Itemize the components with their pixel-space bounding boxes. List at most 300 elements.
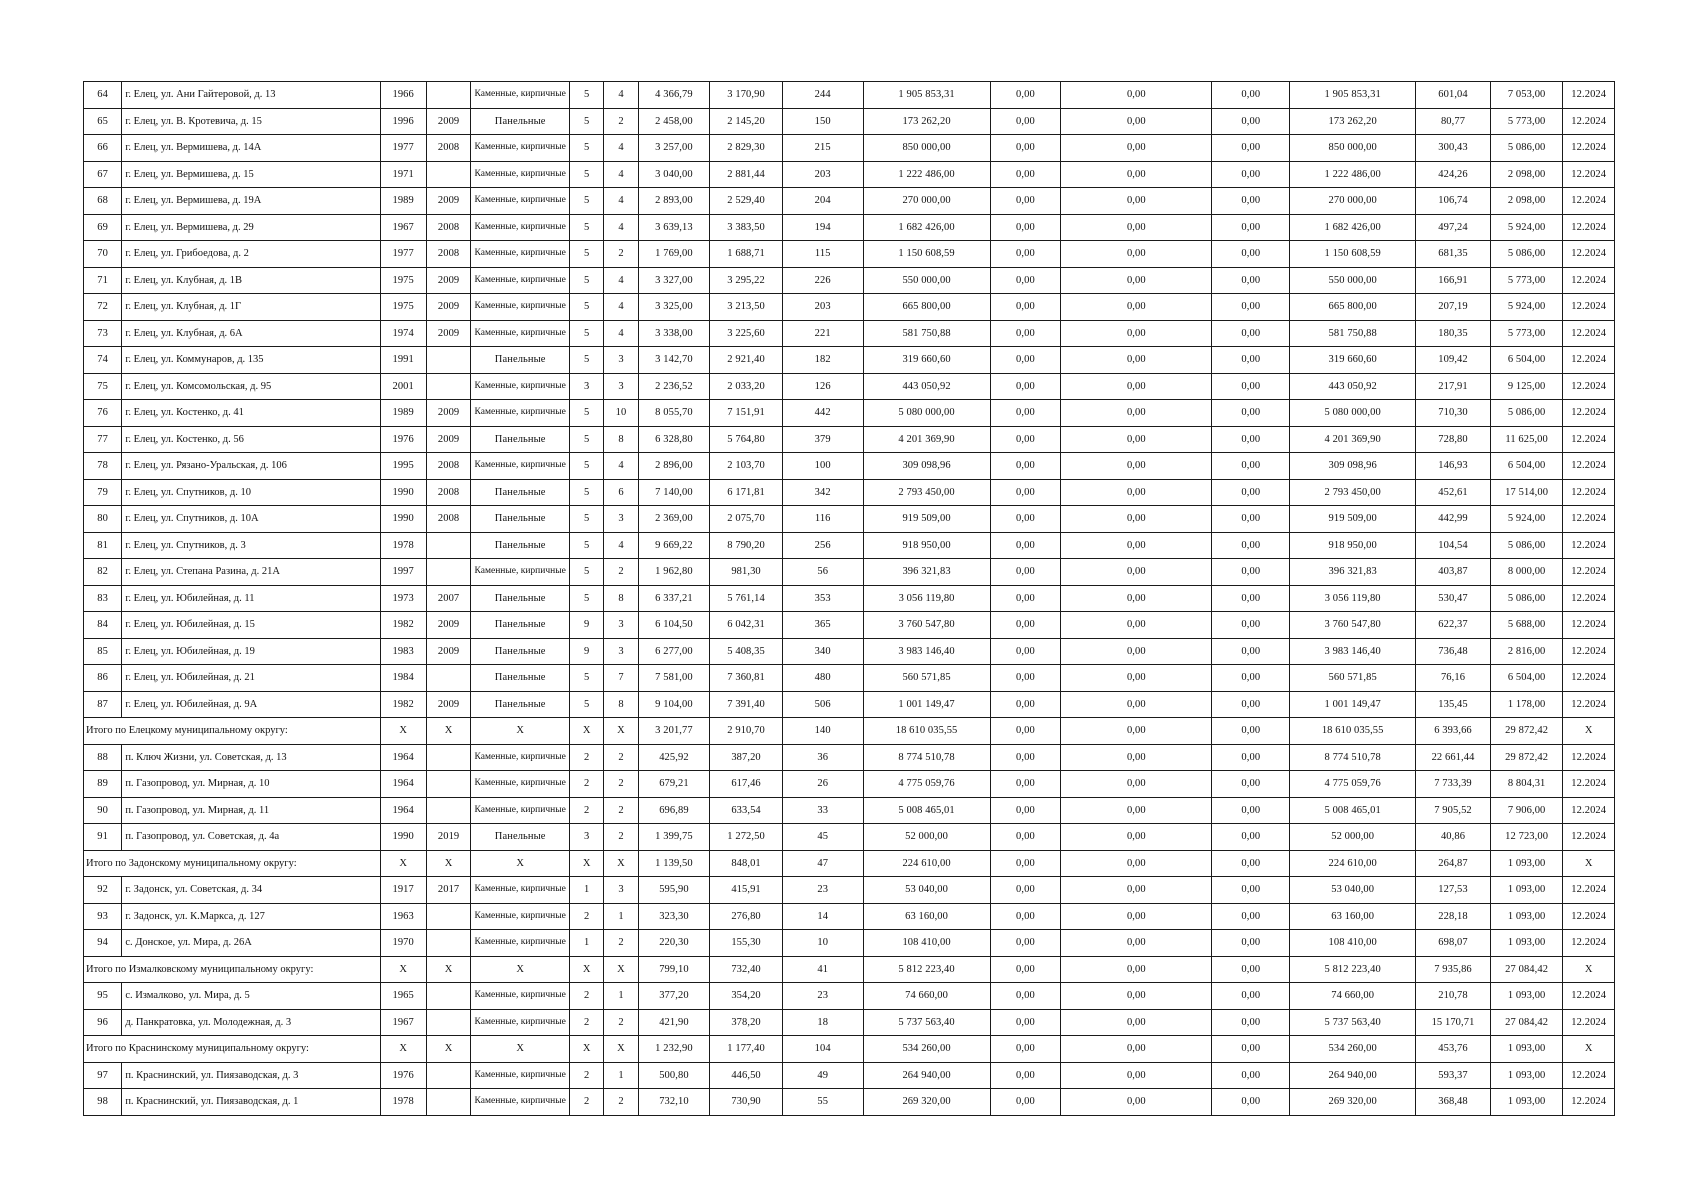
cell-entrances: 2 — [604, 1009, 638, 1036]
cell-max-unit-cost: 17 514,00 — [1490, 479, 1563, 506]
cell-total-area: 220,30 — [638, 930, 710, 957]
cell-residential-area: 6 042,31 — [710, 612, 783, 639]
cell-owner-funds: 270 000,00 — [1290, 188, 1416, 215]
cell-federal-funds: 0,00 — [990, 665, 1061, 692]
cell-residential-area: 276,80 — [710, 903, 783, 930]
cell-residents: 126 — [782, 373, 863, 400]
cell-federal-funds: 0,00 — [990, 983, 1061, 1010]
cell-floors: X — [570, 1036, 604, 1063]
cell-year-built: 1964 — [380, 797, 426, 824]
cell-regional-funds: 0,00 — [1061, 294, 1212, 321]
cell-floors: X — [570, 956, 604, 983]
cell-completion-date: 12.2024 — [1563, 241, 1615, 268]
table-row — [84, 797, 1615, 824]
cell-unit-cost: 681,35 — [1416, 241, 1491, 268]
cell-total-cost: 534 260,00 — [863, 1036, 990, 1063]
cell-total-cost: 560 571,85 — [863, 665, 990, 692]
cell-residents: 342 — [782, 479, 863, 506]
cell-residential-area: 378,20 — [710, 1009, 783, 1036]
cell-row-number: 78 — [84, 453, 122, 480]
cell-residential-area: 2 910,70 — [710, 718, 783, 745]
cell-total-area: 4 366,79 — [638, 82, 710, 109]
cell-federal-funds: 0,00 — [990, 691, 1061, 718]
cell-floors: 2 — [570, 1009, 604, 1036]
cell-year-built: 1976 — [380, 1062, 426, 1089]
table-row — [84, 638, 1615, 665]
cell-regional-funds: 0,00 — [1061, 744, 1212, 771]
cell-completion-date: 12.2024 — [1563, 1009, 1615, 1036]
cell-total-cost: 4 201 369,90 — [863, 426, 990, 453]
cell-completion-date: 12.2024 — [1563, 983, 1615, 1010]
cell-unit-cost: 135,45 — [1416, 691, 1491, 718]
cell-completion-date: X — [1563, 718, 1615, 745]
cell-residents: 49 — [782, 1062, 863, 1089]
cell-unit-cost: 424,26 — [1416, 161, 1491, 188]
cell-federal-funds: 0,00 — [990, 903, 1061, 930]
cell-residential-area: 3 295,22 — [710, 267, 783, 294]
cell-residents: 140 — [782, 718, 863, 745]
cell-unit-cost: 264,87 — [1416, 850, 1491, 877]
cell-floors: 5 — [570, 161, 604, 188]
cell-address: г. Елец, ул. Клубная, д. 1В — [122, 267, 380, 294]
cell-federal-funds: 0,00 — [990, 744, 1061, 771]
cell-max-unit-cost: 29 872,42 — [1490, 718, 1563, 745]
cell-max-unit-cost: 27 084,42 — [1490, 956, 1563, 983]
cell-year-renovated: 2008 — [426, 241, 470, 268]
cell-wall-material: Панельные — [471, 426, 570, 453]
cell-residents: 100 — [782, 453, 863, 480]
cell-total-cost: 63 160,00 — [863, 903, 990, 930]
cell-floors: 5 — [570, 188, 604, 215]
cell-max-unit-cost: 1 093,00 — [1490, 1062, 1563, 1089]
cell-federal-funds: 0,00 — [990, 294, 1061, 321]
cell-year-built: 1974 — [380, 320, 426, 347]
cell-municipal-funds: 0,00 — [1212, 559, 1290, 586]
cell-owner-funds: 269 320,00 — [1290, 1089, 1416, 1116]
cell-address: г. Елец, ул. Юбилейная, д. 11 — [122, 585, 380, 612]
cell-completion-date: 12.2024 — [1563, 82, 1615, 109]
cell-owner-funds: 665 800,00 — [1290, 294, 1416, 321]
cell-regional-funds: 0,00 — [1061, 188, 1212, 215]
cell-max-unit-cost: 1 093,00 — [1490, 1089, 1563, 1116]
cell-year-renovated — [426, 1089, 470, 1116]
cell-row-number: 65 — [84, 108, 122, 135]
table-row — [84, 426, 1615, 453]
cell-federal-funds: 0,00 — [990, 612, 1061, 639]
cell-floors: 2 — [570, 983, 604, 1010]
cell-owner-funds: 560 571,85 — [1290, 665, 1416, 692]
cell-total-area: 2 893,00 — [638, 188, 710, 215]
cell-row-number: 81 — [84, 532, 122, 559]
cell-max-unit-cost: 29 872,42 — [1490, 744, 1563, 771]
cell-completion-date: 12.2024 — [1563, 1089, 1615, 1116]
housing-repair-table — [83, 81, 1615, 1116]
cell-regional-funds: 0,00 — [1061, 1089, 1212, 1116]
cell-federal-funds: 0,00 — [990, 771, 1061, 798]
cell-entrances: 3 — [604, 506, 638, 533]
cell-total-cost: 173 262,20 — [863, 108, 990, 135]
cell-owner-funds: 3 760 547,80 — [1290, 612, 1416, 639]
cell-wall-material: Каменные, кирпичные — [471, 771, 570, 798]
cell-year-built: X — [380, 1036, 426, 1063]
cell-floors: 2 — [570, 797, 604, 824]
cell-total-area: 1 399,75 — [638, 824, 710, 851]
cell-municipal-funds: 0,00 — [1212, 744, 1290, 771]
cell-row-number: 93 — [84, 903, 122, 930]
table-row — [84, 347, 1615, 374]
cell-total-cost: 319 660,60 — [863, 347, 990, 374]
cell-municipal-funds: 0,00 — [1212, 638, 1290, 665]
cell-municipal-funds: 0,00 — [1212, 850, 1290, 877]
cell-year-built: 1989 — [380, 400, 426, 427]
cell-residents: 226 — [782, 267, 863, 294]
cell-row-number: 95 — [84, 983, 122, 1010]
cell-wall-material: Панельные — [471, 691, 570, 718]
cell-year-renovated: 2009 — [426, 320, 470, 347]
cell-unit-cost: 530,47 — [1416, 585, 1491, 612]
cell-floors: 5 — [570, 400, 604, 427]
cell-regional-funds: 0,00 — [1061, 373, 1212, 400]
cell-year-built: 1975 — [380, 294, 426, 321]
cell-residential-area: 3 225,60 — [710, 320, 783, 347]
cell-address: г. Елец, ул. Костенко, д. 41 — [122, 400, 380, 427]
cell-municipal-funds: 0,00 — [1212, 347, 1290, 374]
cell-completion-date: X — [1563, 850, 1615, 877]
cell-federal-funds: 0,00 — [990, 850, 1061, 877]
cell-residents: 442 — [782, 400, 863, 427]
cell-residents: 36 — [782, 744, 863, 771]
table-row — [84, 82, 1615, 109]
cell-regional-funds: 0,00 — [1061, 82, 1212, 109]
cell-total-area: 2 896,00 — [638, 453, 710, 480]
cell-wall-material: Панельные — [471, 638, 570, 665]
table-row — [84, 241, 1615, 268]
cell-entrances: 3 — [604, 347, 638, 374]
cell-entrances: 3 — [604, 638, 638, 665]
cell-address: г. Елец, ул. Ани Гайтеровой, д. 13 — [122, 82, 380, 109]
cell-entrances: 2 — [604, 797, 638, 824]
cell-residents: 221 — [782, 320, 863, 347]
cell-regional-funds: 0,00 — [1061, 665, 1212, 692]
cell-year-renovated: 2009 — [426, 638, 470, 665]
cell-year-built: 1990 — [380, 479, 426, 506]
cell-wall-material: Каменные, кирпичные — [471, 135, 570, 162]
cell-residents: 26 — [782, 771, 863, 798]
cell-floors: 5 — [570, 453, 604, 480]
cell-unit-cost: 453,76 — [1416, 1036, 1491, 1063]
cell-year-built: 1965 — [380, 983, 426, 1010]
cell-address: п. Газопровод, ул. Мирная, д. 11 — [122, 797, 380, 824]
cell-total-area: 7 581,00 — [638, 665, 710, 692]
cell-address: д. Панкратовка, ул. Молодежная, д. 3 — [122, 1009, 380, 1036]
cell-completion-date: 12.2024 — [1563, 744, 1615, 771]
table-row — [84, 294, 1615, 321]
cell-max-unit-cost: 5 086,00 — [1490, 400, 1563, 427]
cell-year-renovated: 2008 — [426, 453, 470, 480]
cell-regional-funds: 0,00 — [1061, 400, 1212, 427]
cell-regional-funds: 0,00 — [1061, 1009, 1212, 1036]
cell-year-renovated — [426, 373, 470, 400]
cell-year-built: 1990 — [380, 506, 426, 533]
cell-year-renovated: 2017 — [426, 877, 470, 904]
cell-regional-funds: 0,00 — [1061, 585, 1212, 612]
cell-year-renovated: 2009 — [426, 691, 470, 718]
cell-residents: 379 — [782, 426, 863, 453]
cell-floors: 2 — [570, 903, 604, 930]
cell-total-cost: 550 000,00 — [863, 267, 990, 294]
cell-residents: 10 — [782, 930, 863, 957]
cell-unit-cost: 403,87 — [1416, 559, 1491, 586]
cell-completion-date: 12.2024 — [1563, 665, 1615, 692]
cell-address: п. Газопровод, ул. Мирная, д. 10 — [122, 771, 380, 798]
cell-total-cost: 108 410,00 — [863, 930, 990, 957]
cell-entrances: 2 — [604, 771, 638, 798]
cell-regional-funds: 0,00 — [1061, 771, 1212, 798]
cell-year-built: 1983 — [380, 638, 426, 665]
cell-unit-cost: 76,16 — [1416, 665, 1491, 692]
cell-unit-cost: 6 393,66 — [1416, 718, 1491, 745]
cell-residential-area: 617,46 — [710, 771, 783, 798]
cell-max-unit-cost: 2 098,00 — [1490, 188, 1563, 215]
cell-total-cost: 224 610,00 — [863, 850, 990, 877]
cell-owner-funds: 53 040,00 — [1290, 877, 1416, 904]
cell-address: г. Елец, ул. Спутников, д. 10 — [122, 479, 380, 506]
cell-total-area: 7 140,00 — [638, 479, 710, 506]
subtotal-row — [84, 1036, 1615, 1063]
cell-entrances: 4 — [604, 82, 638, 109]
cell-total-cost: 5 737 563,40 — [863, 1009, 990, 1036]
cell-year-renovated — [426, 930, 470, 957]
cell-residents: 14 — [782, 903, 863, 930]
table-row — [84, 214, 1615, 241]
cell-row-number: 79 — [84, 479, 122, 506]
cell-row-number: 77 — [84, 426, 122, 453]
cell-federal-funds: 0,00 — [990, 267, 1061, 294]
cell-municipal-funds: 0,00 — [1212, 241, 1290, 268]
cell-regional-funds: 0,00 — [1061, 903, 1212, 930]
cell-year-renovated — [426, 744, 470, 771]
cell-completion-date: 12.2024 — [1563, 108, 1615, 135]
cell-owner-funds: 5 737 563,40 — [1290, 1009, 1416, 1036]
table-body — [84, 82, 1615, 1116]
cell-residents: 45 — [782, 824, 863, 851]
table-row — [84, 612, 1615, 639]
cell-max-unit-cost: 8 804,31 — [1490, 771, 1563, 798]
cell-row-number: 85 — [84, 638, 122, 665]
cell-floors: X — [570, 718, 604, 745]
cell-total-area: 3 142,70 — [638, 347, 710, 374]
cell-total-cost: 1 905 853,31 — [863, 82, 990, 109]
cell-regional-funds: 0,00 — [1061, 638, 1212, 665]
cell-year-built: 1996 — [380, 108, 426, 135]
cell-regional-funds: 0,00 — [1061, 1036, 1212, 1063]
cell-federal-funds: 0,00 — [990, 373, 1061, 400]
cell-owner-funds: 4 201 369,90 — [1290, 426, 1416, 453]
cell-entrances: 4 — [604, 214, 638, 241]
cell-municipal-funds: 0,00 — [1212, 532, 1290, 559]
cell-total-cost: 443 050,92 — [863, 373, 990, 400]
cell-floors: 1 — [570, 877, 604, 904]
cell-address: г. Елец, ул. Клубная, д. 6А — [122, 320, 380, 347]
cell-federal-funds: 0,00 — [990, 532, 1061, 559]
cell-row-number: 96 — [84, 1009, 122, 1036]
cell-residential-area: 387,20 — [710, 744, 783, 771]
table-row — [84, 559, 1615, 586]
cell-address: г. Елец, ул. В. Кротевича, д. 15 — [122, 108, 380, 135]
cell-residents: 116 — [782, 506, 863, 533]
cell-max-unit-cost: 5 086,00 — [1490, 241, 1563, 268]
cell-floors: 5 — [570, 82, 604, 109]
cell-max-unit-cost: 5 924,00 — [1490, 294, 1563, 321]
cell-entrances: 3 — [604, 877, 638, 904]
cell-regional-funds: 0,00 — [1061, 797, 1212, 824]
cell-residential-area: 2 075,70 — [710, 506, 783, 533]
cell-completion-date: 12.2024 — [1563, 532, 1615, 559]
cell-unit-cost: 601,04 — [1416, 82, 1491, 109]
cell-entrances: 3 — [604, 373, 638, 400]
cell-owner-funds: 443 050,92 — [1290, 373, 1416, 400]
cell-federal-funds: 0,00 — [990, 347, 1061, 374]
cell-row-number: 67 — [84, 161, 122, 188]
cell-entrances: 6 — [604, 479, 638, 506]
cell-residents: 365 — [782, 612, 863, 639]
cell-entrances: 4 — [604, 267, 638, 294]
cell-residential-area: 3 383,50 — [710, 214, 783, 241]
cell-residents: 23 — [782, 877, 863, 904]
cell-address: п. Краснинский, ул. Пиязаводская, д. 3 — [122, 1062, 380, 1089]
cell-regional-funds: 0,00 — [1061, 877, 1212, 904]
cell-federal-funds: 0,00 — [990, 108, 1061, 135]
cell-year-built: X — [380, 956, 426, 983]
cell-residents: 115 — [782, 241, 863, 268]
cell-residents: 353 — [782, 585, 863, 612]
cell-federal-funds: 0,00 — [990, 161, 1061, 188]
cell-max-unit-cost: 5 086,00 — [1490, 532, 1563, 559]
cell-unit-cost: 80,77 — [1416, 108, 1491, 135]
cell-total-area: 377,20 — [638, 983, 710, 1010]
cell-floors: 2 — [570, 744, 604, 771]
cell-address: п. Ключ Жизни, ул. Советская, д. 13 — [122, 744, 380, 771]
cell-row-number: 76 — [84, 400, 122, 427]
cell-federal-funds: 0,00 — [990, 1036, 1061, 1063]
cell-total-area: 3 639,13 — [638, 214, 710, 241]
cell-max-unit-cost: 5 086,00 — [1490, 585, 1563, 612]
cell-total-area: 3 257,00 — [638, 135, 710, 162]
cell-regional-funds: 0,00 — [1061, 559, 1212, 586]
cell-wall-material: Каменные, кирпичные — [471, 320, 570, 347]
cell-total-area: 6 328,80 — [638, 426, 710, 453]
cell-municipal-funds: 0,00 — [1212, 188, 1290, 215]
cell-residents: 204 — [782, 188, 863, 215]
cell-federal-funds: 0,00 — [990, 241, 1061, 268]
cell-entrances: 4 — [604, 294, 638, 321]
cell-federal-funds: 0,00 — [990, 1062, 1061, 1089]
cell-entrances: X — [604, 850, 638, 877]
cell-year-renovated: X — [426, 956, 470, 983]
cell-federal-funds: 0,00 — [990, 400, 1061, 427]
cell-total-area: 3 338,00 — [638, 320, 710, 347]
cell-year-built: X — [380, 718, 426, 745]
cell-total-cost: 1 222 486,00 — [863, 161, 990, 188]
cell-completion-date: X — [1563, 956, 1615, 983]
cell-owner-funds: 5 812 223,40 — [1290, 956, 1416, 983]
cell-completion-date: 12.2024 — [1563, 930, 1615, 957]
cell-total-area: 732,10 — [638, 1089, 710, 1116]
cell-total-area: 679,21 — [638, 771, 710, 798]
cell-municipal-funds: 0,00 — [1212, 612, 1290, 639]
cell-municipal-funds: 0,00 — [1212, 585, 1290, 612]
cell-completion-date: 12.2024 — [1563, 903, 1615, 930]
cell-municipal-funds: 0,00 — [1212, 161, 1290, 188]
cell-address: г. Елец, ул. Комсомольская, д. 95 — [122, 373, 380, 400]
cell-residential-area: 6 171,81 — [710, 479, 783, 506]
cell-max-unit-cost: 1 093,00 — [1490, 930, 1563, 957]
cell-max-unit-cost: 5 086,00 — [1490, 135, 1563, 162]
cell-floors: 5 — [570, 267, 604, 294]
cell-total-cost: 53 040,00 — [863, 877, 990, 904]
cell-total-cost: 919 509,00 — [863, 506, 990, 533]
cell-total-cost: 850 000,00 — [863, 135, 990, 162]
cell-total-area: 1 232,90 — [638, 1036, 710, 1063]
cell-total-cost: 270 000,00 — [863, 188, 990, 215]
cell-year-renovated — [426, 532, 470, 559]
cell-wall-material: Панельные — [471, 824, 570, 851]
cell-wall-material: Каменные, кирпичные — [471, 877, 570, 904]
cell-row-number: 80 — [84, 506, 122, 533]
cell-address: г. Елец, ул. Спутников, д. 3 — [122, 532, 380, 559]
cell-municipal-funds: 0,00 — [1212, 135, 1290, 162]
cell-municipal-funds: 0,00 — [1212, 771, 1290, 798]
cell-unit-cost: 22 661,44 — [1416, 744, 1491, 771]
cell-address: г. Елец, ул. Вермишева, д. 14А — [122, 135, 380, 162]
cell-entrances: 2 — [604, 824, 638, 851]
cell-federal-funds: 0,00 — [990, 82, 1061, 109]
cell-year-built: X — [380, 850, 426, 877]
cell-total-area: 6 337,21 — [638, 585, 710, 612]
cell-row-number: 97 — [84, 1062, 122, 1089]
cell-year-built: 1966 — [380, 82, 426, 109]
cell-municipal-funds: 0,00 — [1212, 108, 1290, 135]
cell-max-unit-cost: 12 723,00 — [1490, 824, 1563, 851]
cell-federal-funds: 0,00 — [990, 320, 1061, 347]
cell-unit-cost: 166,91 — [1416, 267, 1491, 294]
cell-municipal-funds: 0,00 — [1212, 956, 1290, 983]
cell-owner-funds: 264 940,00 — [1290, 1062, 1416, 1089]
cell-owner-funds: 1 001 149,47 — [1290, 691, 1416, 718]
cell-address: г. Елец, ул. Рязано-Уральская, д. 106 — [122, 453, 380, 480]
cell-municipal-funds: 0,00 — [1212, 506, 1290, 533]
cell-residents: 182 — [782, 347, 863, 374]
cell-completion-date: 12.2024 — [1563, 479, 1615, 506]
table-row — [84, 453, 1615, 480]
cell-total-cost: 2 793 450,00 — [863, 479, 990, 506]
cell-residential-area: 2 829,30 — [710, 135, 783, 162]
cell-row-number: 92 — [84, 877, 122, 904]
cell-unit-cost: 698,07 — [1416, 930, 1491, 957]
cell-row-number: 89 — [84, 771, 122, 798]
table-row — [84, 824, 1615, 851]
cell-floors: 5 — [570, 347, 604, 374]
cell-federal-funds: 0,00 — [990, 797, 1061, 824]
cell-floors: X — [570, 850, 604, 877]
cell-entrances: 2 — [604, 559, 638, 586]
cell-regional-funds: 0,00 — [1061, 161, 1212, 188]
cell-completion-date: 12.2024 — [1563, 453, 1615, 480]
cell-year-renovated: 2008 — [426, 135, 470, 162]
cell-residential-area: 730,90 — [710, 1089, 783, 1116]
cell-total-cost: 74 660,00 — [863, 983, 990, 1010]
cell-year-built: 1982 — [380, 612, 426, 639]
